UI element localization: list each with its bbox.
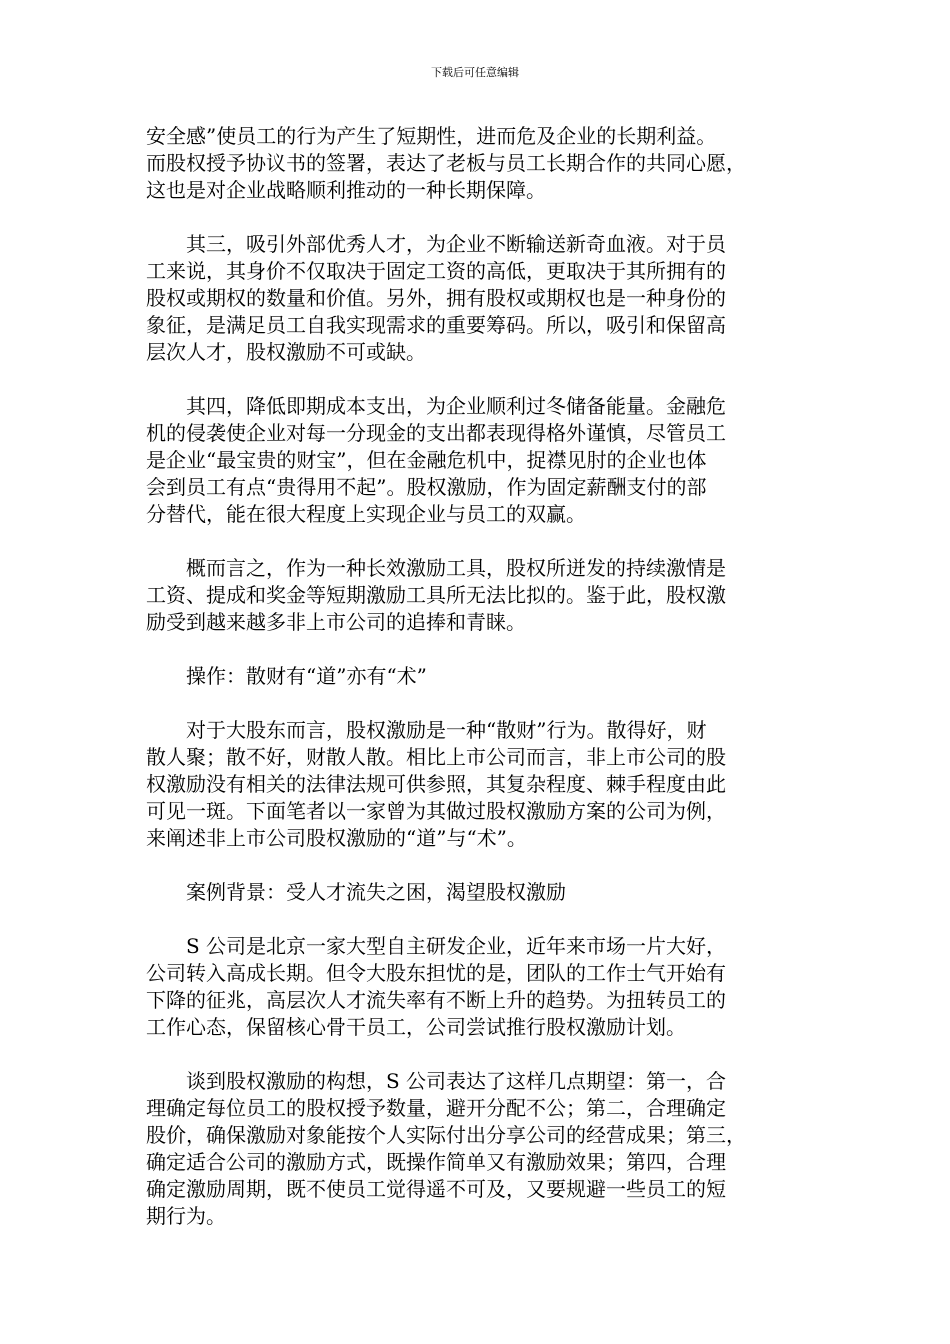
paragraph-line: 散人聚；散不好，财散人散。相比上市公司而言，非上市公司的股 <box>146 745 726 769</box>
paragraph-line: 分替代，能在很大程度上实现企业与员工的双赢。 <box>146 502 586 526</box>
paragraph-line: 励受到越来越多非上市公司的追捧和青睐。 <box>146 610 526 634</box>
paragraph-line: 其三，吸引外部优秀人才，为企业不断输送新奇血液。对于员 <box>146 232 726 256</box>
paragraph-line: 而股权授予协议书的签署，表达了老板与员工长期合作的共同心愿， <box>146 151 746 175</box>
paragraph-line: 确定激励周期，既不使员工觉得遥不可及，又要规避一些员工的短 <box>146 1177 726 1201</box>
paragraph-7 <box>146 1068 810 1230</box>
paragraph-line: 这也是对企业战略顺利推动的一种长期保障。 <box>146 178 546 202</box>
paragraph-3 <box>146 393 810 528</box>
paragraph-line: 会到员工有点“贵得用不起”。股权激励，作为固定薪酬支付的部 <box>146 475 707 499</box>
paragraph-6 <box>146 933 810 1041</box>
paragraph-5 <box>146 717 810 852</box>
page-header: 下载后可任意编辑 <box>431 66 519 79</box>
paragraph-line: 工来说，其身价不仅取决于固定工资的高低，更取决于其所拥有的 <box>146 259 726 283</box>
paragraph-4 <box>146 555 810 636</box>
paragraph-line: 工资、提成和奖金等短期激励工具所无法比拟的。鉴于此，股权激 <box>146 583 726 607</box>
paragraph-2 <box>146 231 810 366</box>
paragraph-line: 操作：散财有“道”亦有“术” <box>146 664 427 688</box>
paragraph-line: 来阐述非上市公司股权激励的“道”与“术”。 <box>146 826 527 850</box>
section-heading-operation <box>146 663 810 690</box>
paragraph-line: 谈到股权激励的构想，S 公司表达了这样几点期望：第一，合 <box>146 1069 727 1093</box>
paragraph-1 <box>146 123 810 204</box>
paragraph-line: 股权或期权的数量和价值。另外，拥有股权或期权也是一种身份的 <box>146 286 726 310</box>
paragraph-line: 层次人才，股权激励不可或缺。 <box>146 340 426 364</box>
paragraph-line: 机的侵袭使企业对每一分现金的支出都表现得格外谨慎，尽管员工 <box>146 421 726 445</box>
paragraph-line: 对于大股东而言，股权激励是一种“散财”行为。散得好，财 <box>146 718 707 742</box>
paragraph-line: 理确定每位员工的股权授予数量，避开分配不公；第二，合理确定 <box>146 1096 726 1120</box>
paragraph-line: 概而言之，作为一种长效激励工具，股权所迸发的持续激情是 <box>146 556 726 580</box>
paragraph-line: 权激励没有相关的法律法规可供参照，其复杂程度、棘手程度由此 <box>146 772 726 796</box>
paragraph-line: S 公司是北京一家大型自主研发企业，近年来市场一片大好， <box>146 934 727 958</box>
paragraph-line: 安全感”使员工的行为产生了短期性，进而危及企业的长期利益。 <box>146 124 717 148</box>
paragraph-line: 案例背景：受人才流失之困，渴望股权激励 <box>146 880 566 904</box>
document-body <box>146 123 810 1257</box>
paragraph-line: 确定适合公司的激励方式，既操作简单又有激励效果；第四，合理 <box>146 1150 726 1174</box>
paragraph-line: 下降的征兆，高层次人才流失率有不断上升的趋势。为扭转员工的 <box>146 988 726 1012</box>
paragraph-line: 股价，确保激励对象能按个人实际付出分享公司的经营成果；第三， <box>146 1123 746 1147</box>
paragraph-line: 公司转入高成长期。但令大股东担忧的是，团队的工作士气开始有 <box>146 961 726 985</box>
paragraph-line: 象征，是满足员工自我实现需求的重要筹码。所以，吸引和保留高 <box>146 313 726 337</box>
paragraph-line: 其四，降低即期成本支出，为企业顺利过冬储备能量。金融危 <box>146 394 726 418</box>
paragraph-line: 是企业“最宝贵的财宝”，但在金融危机中，捉襟见肘的企业也体 <box>146 448 707 472</box>
paragraph-line: 工作心态，保留核心骨干员工，公司尝试推行股权激励计划。 <box>146 1015 686 1039</box>
paragraph-line: 期行为。 <box>146 1204 226 1228</box>
paragraph-line: 可见一斑。下面笔者以一家曾为其做过股权激励方案的公司为例， <box>146 799 726 823</box>
section-heading-case-background <box>146 879 810 906</box>
